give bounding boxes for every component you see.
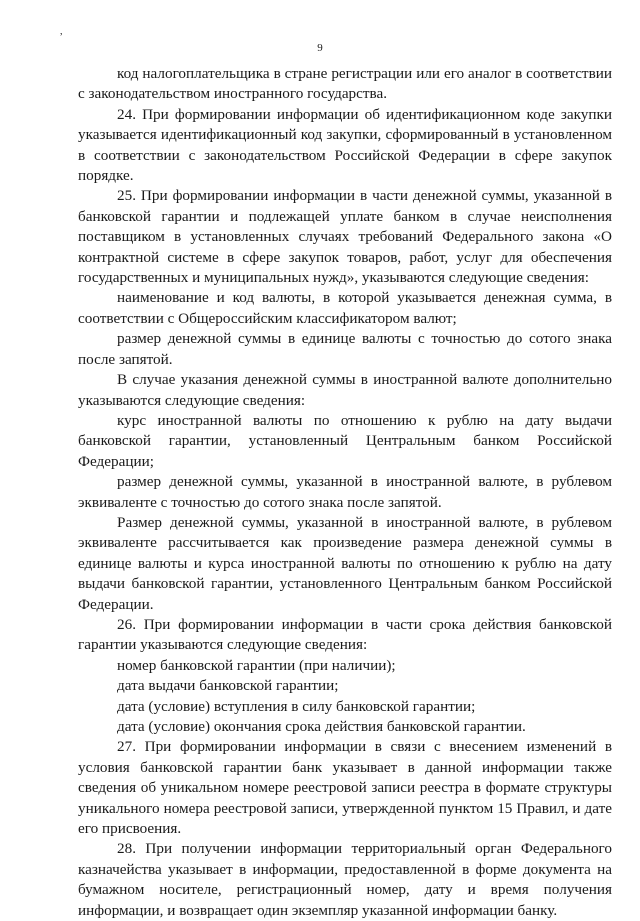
page-number: 9	[317, 42, 323, 54]
paragraph-foreign-currency: В случае указания денежной суммы в иностранной валюте дополнительно указываются следующие сведения:	[78, 371, 612, 409]
paragraph-25: 25. При формировании информации в части денежной суммы, указанной в банковской гарантии и подлежащей уплате банком в случае неисполнения поставщиком в установленных случаях требований Федерального закона «О контрактной системе в сфере закупок товаров, работ, услуг для обеспечения государственных и муниципальных нужд», указываются следующие сведения:	[78, 187, 612, 287]
paragraph-26-end-date: дата (условие) окончания срока действия банковской гарантии.	[117, 718, 526, 735]
paragraph-continuation: код налогоплательщика в стране регистрации или его аналог в соответствии с законодательством иностранного государства.	[78, 65, 612, 103]
paragraph-25-amount: размер денежной суммы в единице валюты с точностью до сотого знака после запятой.	[78, 330, 612, 368]
paragraph-26-issue-date: дата выдачи банковской гарантии;	[117, 677, 339, 695]
paragraph-26: 26. При формировании информации в части срока действия банковской гарантии указываются следующие сведения:	[78, 615, 612, 654]
paragraph-25-currency: наименование и код валюты, в которой указывается денежная сумма, в соответствии с Общероссийским классификатором валют;	[78, 289, 612, 327]
paragraph-27: 27. При формировании информации в связи с внесением изменений в условия банковской гарантии банк указывает в данной информации также сведения об уникальном номере реестровой записи реестра в формате структуры уникального номера реестровой записи, утвержденной пунктом 15 Правил, и дате его присвоения.	[78, 738, 612, 838]
paragraph-26-effective-date: дата (условие) вступления в силу банковской гарантии;	[117, 697, 476, 715]
paragraph-26-number: номер банковской гарантии (при наличии);	[117, 656, 396, 674]
paragraph-24: 24. При формировании информации об идентификационном коде закупки указывается идентификационный код закупки, сформированный в установленном в соответствии с законодательством Российской Федерации в сфере закупок порядке.	[78, 105, 612, 185]
scan-mark: ,	[60, 26, 63, 37]
paragraph-ruble-equivalent: размер денежной суммы, указанной в иностранной валюте, в рублевом эквиваленте с точностью до сотого знака после запятой.	[78, 473, 612, 511]
paragraph-calculation: Размер денежной суммы, указанной в иностранной валюте, в рублевом эквиваленте рассчитывается как произведение размера денежной суммы в единице валюты и курса иностранной валюты по отношению к рублю на дату выдачи банковской гарантии, установленного Центральным банком Российской Федерации.	[78, 513, 612, 613]
document-body	[78, 64, 612, 921]
paragraph-28: 28. При получении информации территориальный орган Федерального казначейства указывает в информации, предоставленной в форме документа на бумажном носителе, регистрационный номер, дату и время получения информации, и возвращает один экземпляр указанной информации банку.	[78, 840, 612, 919]
paragraph-exchange-rate: курс иностранной валюты по отношению к рублю на дату выдачи банковской гарантии, установленный Центральным банком Российской Федерации;	[78, 411, 612, 470]
